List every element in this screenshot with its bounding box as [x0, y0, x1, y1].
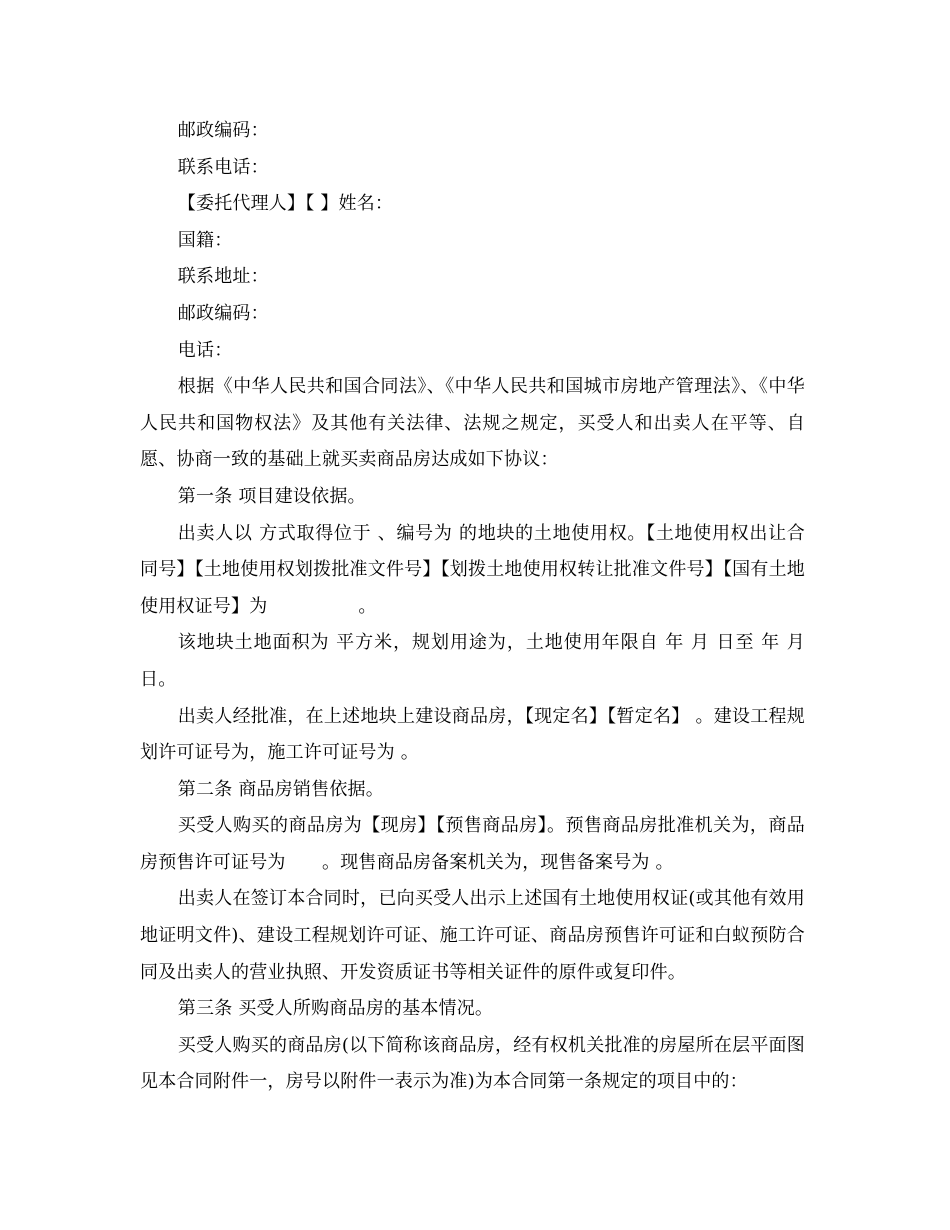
property-description-paragraph: 买受人购买的商品房(以下简称该商品房，经有权机关批准的房屋所在层平面图见本合同附件一，房号以附件一表示为准)为本合同第一条规定的项目中的：	[140, 1034, 805, 1093]
land-area-paragraph: 该地块土地面积为 平方米，规划用途为，土地使用年限自 年 月 日至 年 月 日。	[140, 632, 811, 690]
contact-phone-line: 联系电话：	[177, 156, 269, 178]
contract-page	[140, 113, 811, 1101]
documents-shown-paragraph: 出卖人在签订本合同时，已向买受人出示上述国有土地使用权证(或其他有效用地证明文件)、建设工程规划许可证、施工许可证、商品房预售许可证和白蚁预防合同及出卖人的营业执照、开发资质证书等相关证件的原件或复印件。	[140, 888, 805, 983]
postal-code-line: 邮政编码：	[177, 120, 269, 141]
article-1-heading: 第一条 项目建设依据。	[177, 485, 366, 507]
contact-address-line: 联系地址：	[177, 266, 269, 288]
agent-postal-code-line: 邮政编码：	[177, 302, 269, 324]
article-2-heading: 第二条 商品房销售依据。	[177, 778, 384, 800]
land-use-right-paragraph: 出卖人以 方式取得位于 、编号为 的地块的土地使用权。【土地使用权出让合同号】【土地使用权划拨批准文件号】【划拨土地使用权转让批准文件号】【国有土地使用权证号】为 。	[140, 522, 805, 617]
nationality-line: 国籍：	[177, 229, 233, 251]
legal-basis-paragraph: 根据《中华人民共和国合同法》、《中华人民共和国城市房地产管理法》、《中华人民共和国物权法》及其他有关法律、法规之规定，买受人和出卖人在平等、自愿、协商一致的基础上就买卖商品房达成如下协议：	[140, 376, 805, 471]
article-3-heading: 第三条 买受人所购商品房的基本情况。	[177, 998, 494, 1020]
sale-basis-paragraph: 买受人购买的商品房为【现房】【预售商品房】。预售商品房批准机关为，商品房预售许可证号为 。现售商品房备案机关为，现售备案号为 。	[140, 815, 805, 873]
construction-approval-paragraph: 出卖人经批准，在上述地块上建设商品房，【现定名】【暂定名】 。建设工程规划许可证号为，施工许可证号为 。	[140, 705, 805, 764]
agent-name-line: 【委托代理人】【 】姓名：	[177, 193, 394, 215]
phone-line: 电话：	[177, 339, 233, 361]
